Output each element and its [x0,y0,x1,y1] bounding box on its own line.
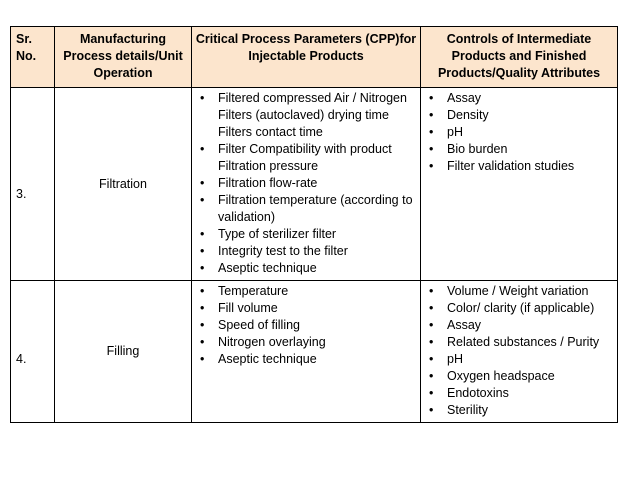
cpp-item: • Aseptic technique [192,260,420,277]
cpp-item: • Filtration temperature (according to validation) [192,192,420,226]
cpp-cell [192,281,421,423]
table-row-filtration [11,88,618,281]
control-item: • Volume / Weight variation [421,283,617,300]
process-cell: Filtration [55,88,192,281]
control-item: • Related substances / Purity [421,334,617,351]
cpp-item: • Aseptic technique [192,351,420,368]
control-item: • Assay [421,90,617,107]
header-sr-no: Sr. No. [11,27,55,88]
controls-cell [421,281,618,423]
cpp-list [192,90,420,277]
sr-number-cell: 3. [11,88,55,281]
control-item: • Bio burden [421,141,617,158]
control-item: • pH [421,124,617,141]
cpp-table [10,26,618,423]
cpp-item: • Filtration flow-rate [192,175,420,192]
control-item: • Oxygen headspace [421,368,617,385]
cpp-list [192,283,420,368]
control-item: • Sterility [421,402,617,419]
controls-list [421,90,617,175]
cpp-cell [192,88,421,281]
header-cpp: Critical Process Parameters (CPP)for Injectable Products [192,27,421,88]
header-process: Manufacturing Process details/Unit Operation [55,27,192,88]
cpp-item: • Filter Compatibility with product Filtration pressure [192,141,420,175]
process-cell: Filling [55,281,192,423]
table-row-filling [11,281,618,423]
cpp-item: • Nitrogen overlaying [192,334,420,351]
control-item: • Endotoxins [421,385,617,402]
control-item: • Density [421,107,617,124]
cpp-item: • Speed of filling [192,317,420,334]
cpp-item: • Type of sterilizer filter [192,226,420,243]
controls-list [421,283,617,419]
control-item: • Assay [421,317,617,334]
controls-cell [421,88,618,281]
cpp-item: • Integrity test to the filter [192,243,420,260]
header-controls: Controls of Intermediate Products and Finished Products/Quality Attributes [421,27,618,88]
control-item: • pH [421,351,617,368]
cpp-item: • Temperature [192,283,420,300]
control-item: • Color/ clarity (if applicable) [421,300,617,317]
cpp-item: • Fill volume [192,300,420,317]
table-header-row [11,27,618,88]
sr-number-cell: 4. [11,281,55,423]
cpp-item: • Filtered compressed Air / Nitrogen Filters (autoclaved) drying time Filters contact time [192,90,420,141]
control-item: • Filter validation studies [421,158,617,175]
